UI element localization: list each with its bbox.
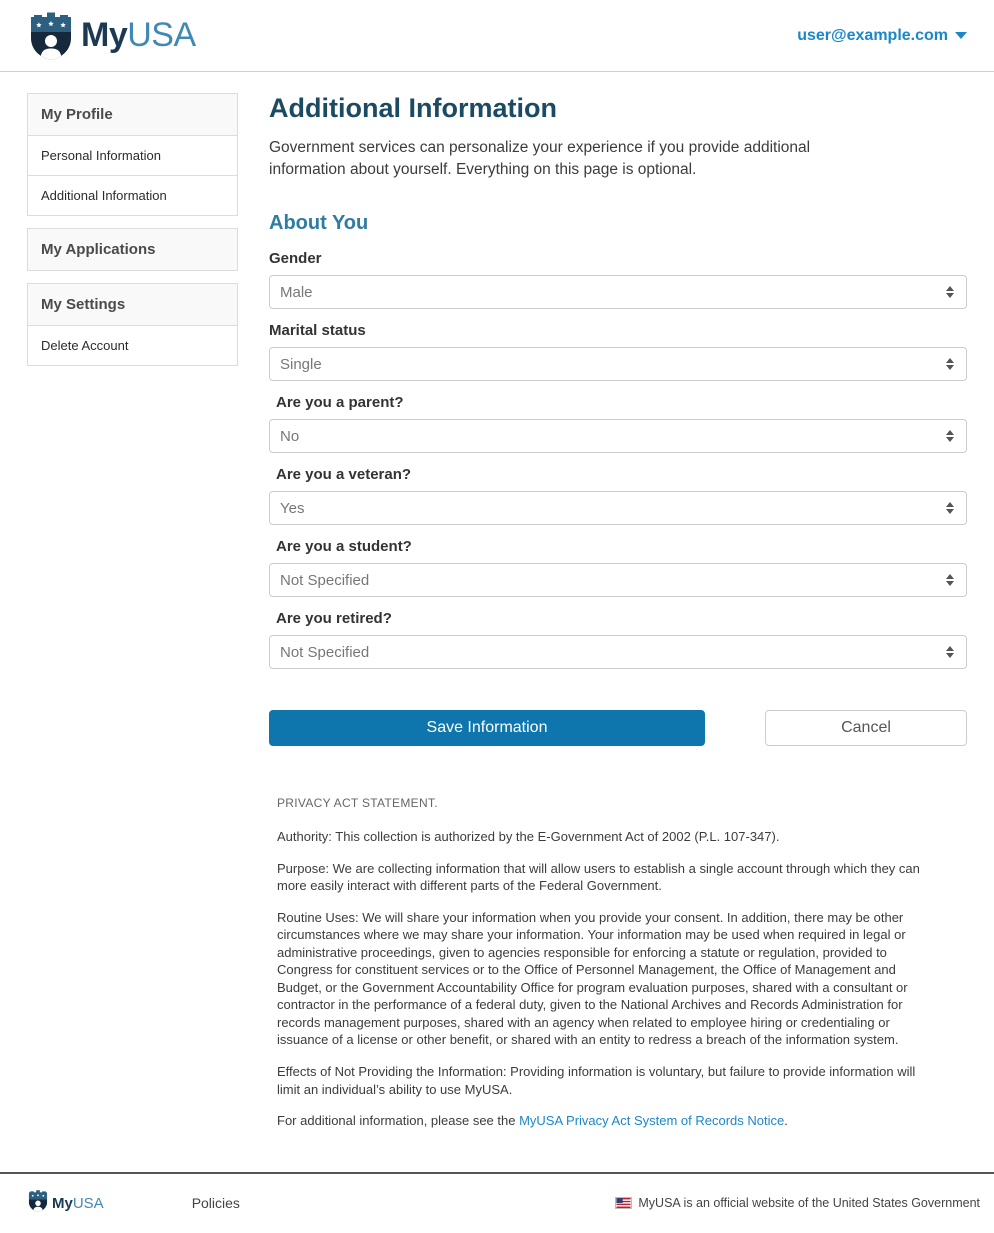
sidebar-item-delete-account[interactable]: Delete Account [28, 325, 237, 365]
privacy-paragraph-purpose: Purpose: We are collecting information that will allow users to establish a single account through which they can more easily interact with different parts of the Federal Government. [277, 860, 920, 894]
field-student [269, 538, 967, 597]
veteran-select-value: Yes [280, 499, 305, 517]
parent-label: Are you a parent? [276, 394, 404, 411]
button-row [269, 710, 967, 746]
retired-select-value: Not Specified [280, 643, 370, 661]
privacy-paragraph-effects: Effects of Not Providing the Information: Providing information is voluntary, but failure to provide information will limit an individual’s ability to use MyUSA. [277, 1064, 916, 1097]
app-footer [0, 1172, 994, 1233]
footer-logo[interactable] [27, 1189, 104, 1218]
select-arrows-icon [946, 430, 954, 442]
field-veteran [269, 466, 967, 525]
privacy-paragraph-routine-uses: Routine Uses: We will share your information when you provide your consent. In addition, there may be other circumstances where we may share your information. Your information may be used when required in legal or administrative proceedings, given to agencies responsible for enforcing a statute or regulation, provided to Congress for constituent services or to the Office of Personnel Management, the Office of Management and Budget, or the Government Accountability Office for program evaluation purposes, shared with a consultant or contractor in the performance of a federal duty, given to the National Archives and Records Administration for records management purposes, shared with an agency when related to employee hiring or credentialing or issuance of a license or other benefit, or shared with an entity to redress a breach of the information system. [277, 909, 908, 1048]
myusa-logo[interactable] [27, 10, 196, 62]
app-header [0, 0, 994, 72]
logo-wordmark: MyUSA [81, 16, 196, 54]
privacy-closing-suffix: . [784, 1113, 788, 1129]
marital-status-select-value: Single [280, 355, 322, 373]
caret-down-icon [955, 32, 967, 39]
privacy-closing-prefix: For additional information, please see the [277, 1113, 520, 1129]
student-select[interactable] [269, 563, 967, 597]
page-title: Additional Information [269, 93, 557, 123]
select-arrows-icon [946, 646, 954, 658]
page-intro: Government services can personalize your experience if you provide additional information about yourself. Everything on this page is optional. [269, 139, 811, 178]
sidebar-section-my-applications [27, 228, 238, 271]
field-retired [269, 610, 967, 669]
field-marital-status [269, 322, 967, 381]
sidebar-header-my-profile[interactable]: My Profile [28, 94, 237, 135]
footer-official [615, 1196, 980, 1210]
field-gender [269, 250, 967, 309]
us-flag-icon [615, 1197, 632, 1209]
parent-select[interactable] [269, 419, 967, 453]
content-area [0, 72, 994, 1144]
marital-status-select[interactable] [269, 347, 967, 381]
sidebar-item-additional-information[interactable]: Additional Information [28, 175, 237, 215]
shield-icon [27, 10, 75, 62]
veteran-select[interactable] [269, 491, 967, 525]
student-label: Are you a student? [276, 538, 412, 555]
privacy-link[interactable]: MyUSA Privacy Act System of Records Notice [519, 1113, 785, 1129]
sidebar [27, 93, 238, 378]
privacy-paragraph-closing [277, 1112, 937, 1130]
sidebar-item-personal-information[interactable]: Personal Information [28, 135, 237, 175]
cancel-button[interactable]: Cancel [765, 710, 967, 746]
policies-link[interactable]: Policies [191, 1195, 240, 1212]
privacy-heading: PRIVACY ACT STATEMENT. [277, 796, 438, 810]
veteran-label: Are you a veteran? [276, 466, 412, 483]
student-select-value: Not Specified [280, 571, 370, 589]
parent-select-value: No [280, 427, 300, 445]
sidebar-header-my-applications[interactable]: My Applications [28, 229, 237, 270]
sidebar-section-my-settings [27, 283, 238, 366]
sidebar-header-my-settings[interactable]: My Settings [28, 284, 237, 325]
select-arrows-icon [946, 358, 954, 370]
select-arrows-icon [946, 502, 954, 514]
official-site-text: MyUSA is an official website of the United States Government [638, 1196, 980, 1211]
field-parent [269, 394, 967, 453]
retired-select[interactable] [269, 635, 967, 669]
marital-status-label: Marital status [269, 322, 366, 339]
main-panel [269, 93, 967, 1144]
footer-logo-wordmark: MyUSA [52, 1194, 104, 1212]
select-arrows-icon [946, 286, 954, 298]
user-menu[interactable] [797, 27, 967, 45]
section-title-about-you: About You [269, 212, 369, 234]
user-email: user@example.com [797, 26, 948, 44]
gender-select-value: Male [280, 283, 313, 301]
gender-label: Gender [269, 250, 322, 267]
gender-select[interactable] [269, 275, 967, 309]
privacy-act-statement [269, 796, 967, 1130]
save-button[interactable]: Save Information [269, 710, 705, 746]
shield-icon [27, 1189, 49, 1218]
sidebar-section-my-profile [27, 93, 238, 216]
privacy-paragraph-authority: Authority: This collection is authorized by the E-Government Act of 2002 (P.L. 107-347). [277, 829, 780, 844]
retired-label: Are you retired? [276, 610, 392, 627]
select-arrows-icon [946, 574, 954, 586]
